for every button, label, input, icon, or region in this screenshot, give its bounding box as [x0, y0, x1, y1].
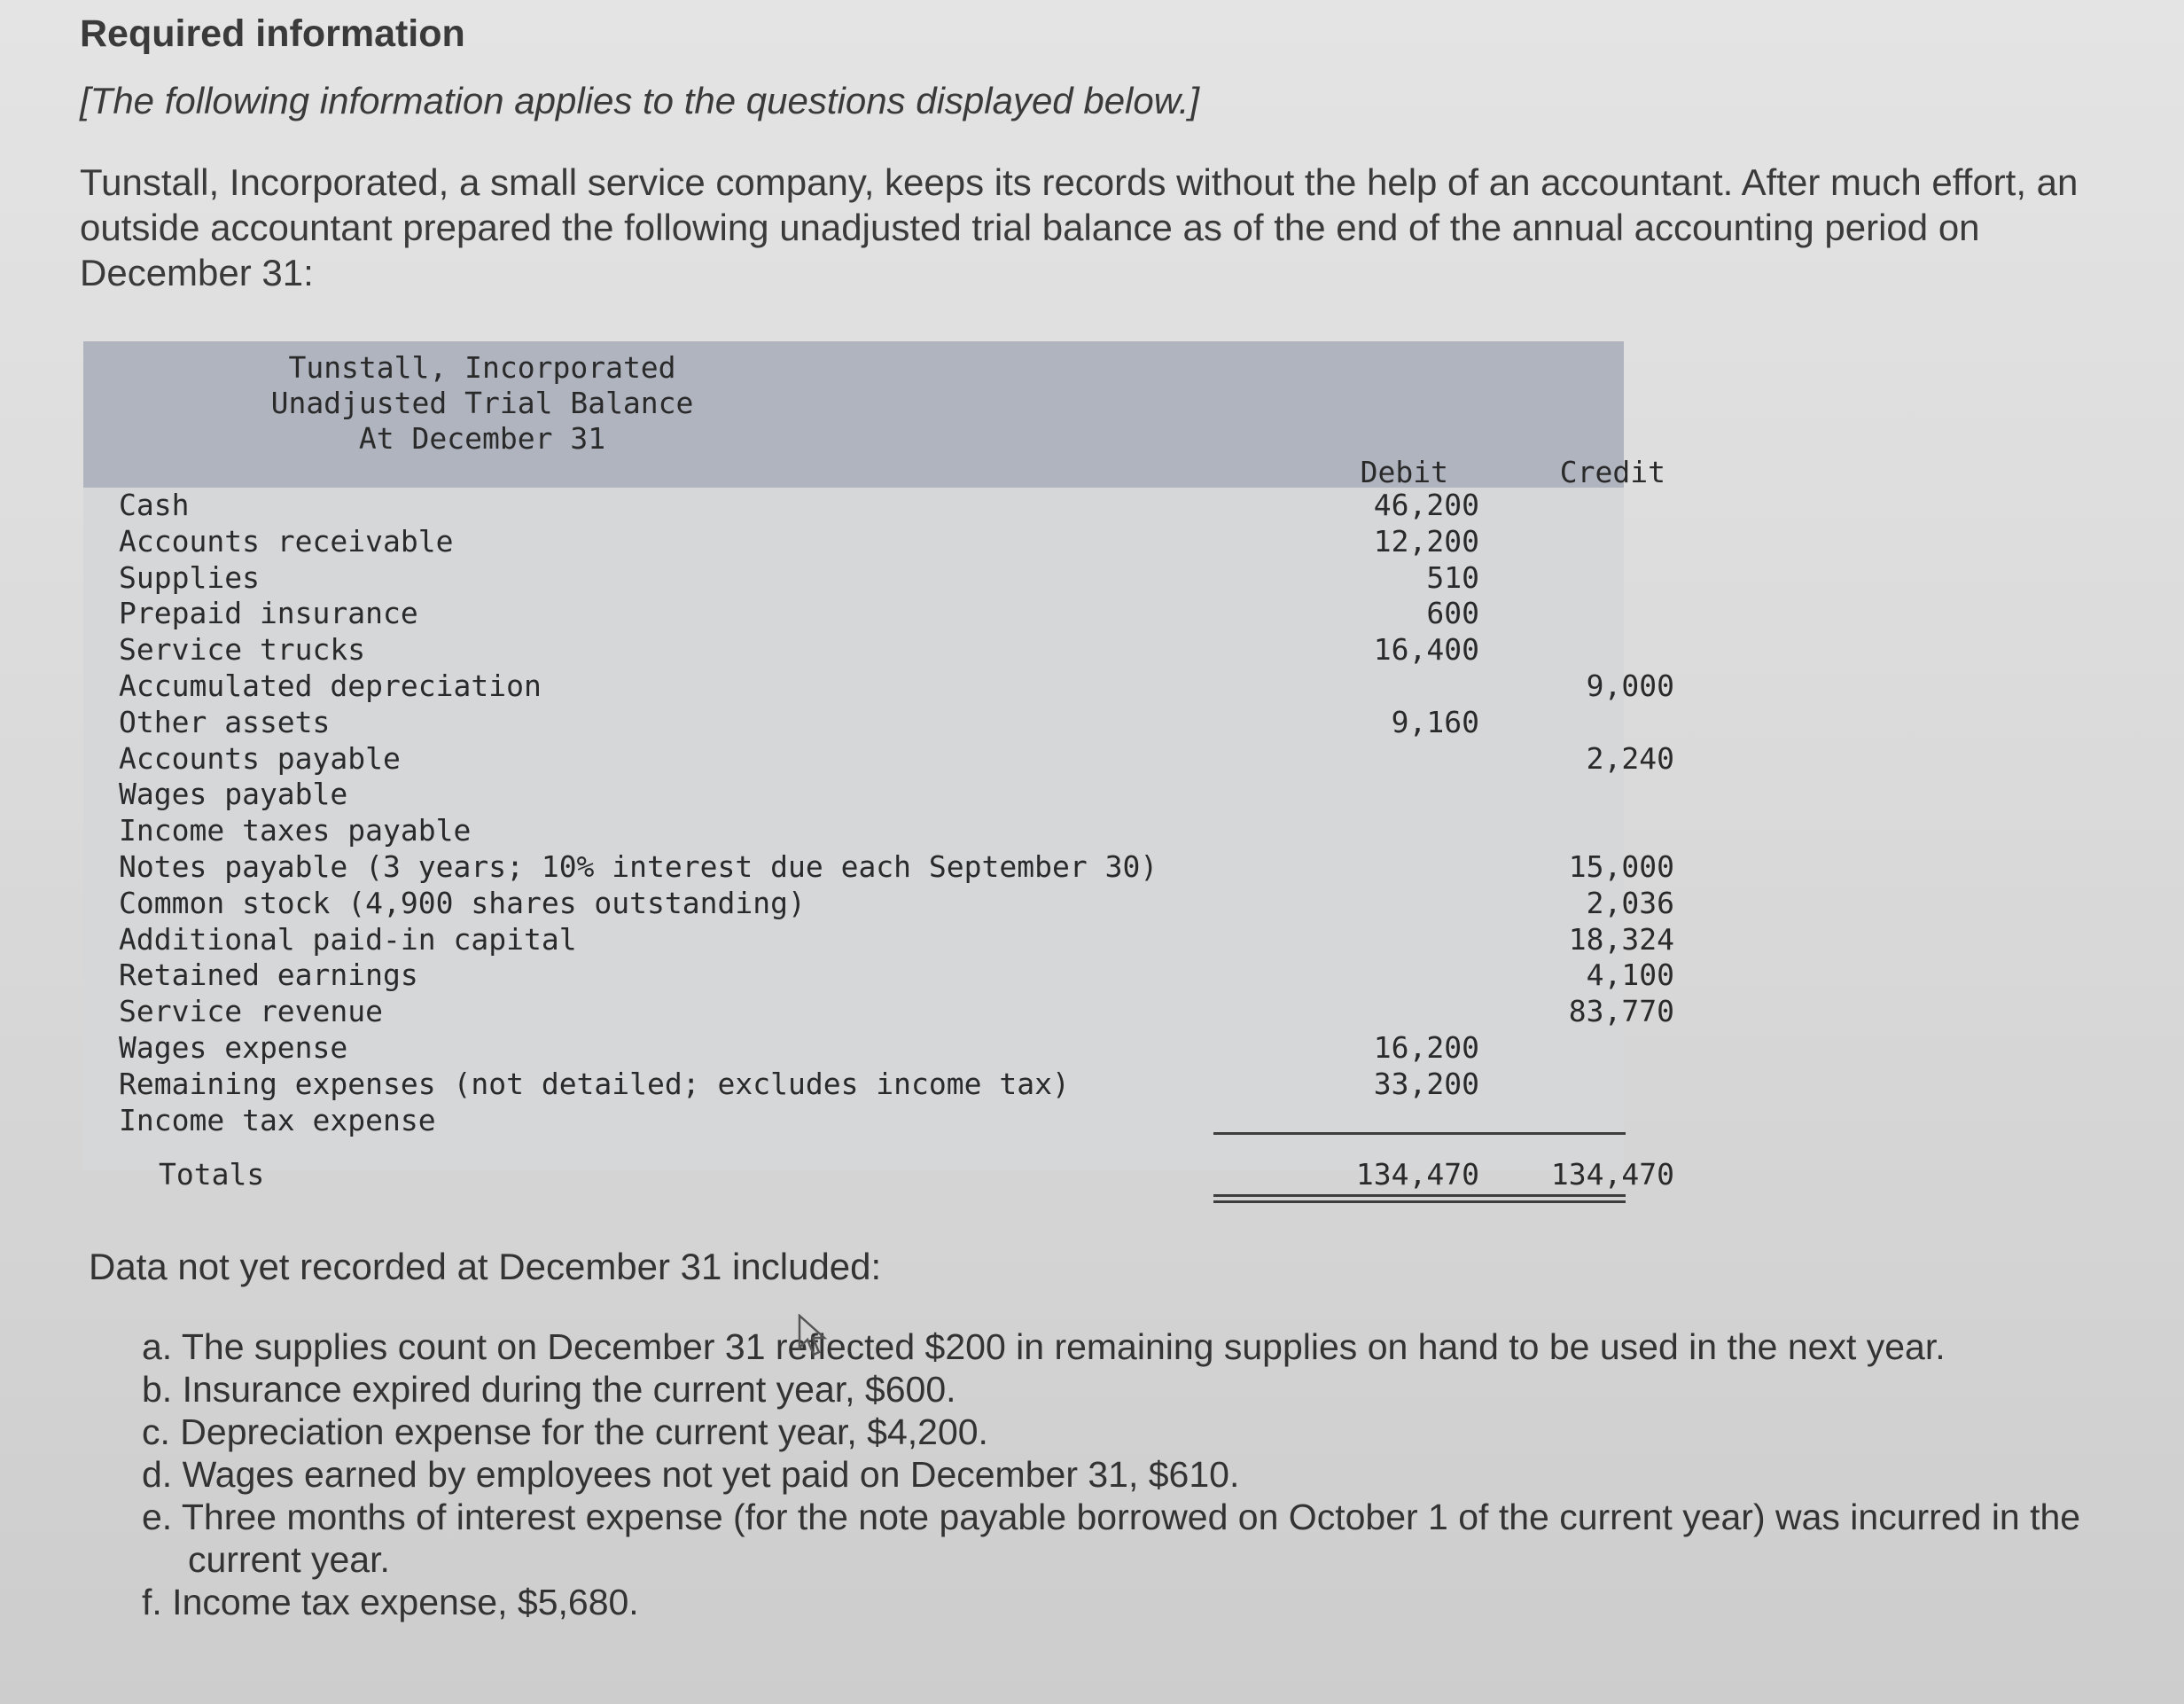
account-name: Common stock (4,900 shares outstanding): [119, 885, 806, 920]
debit-amount: 510: [1426, 559, 1479, 595]
page-heading: Required information: [80, 12, 465, 55]
table-row: [83, 596, 1626, 631]
account-name: Income taxes payable: [119, 813, 472, 848]
totals-double-rule-1: [1213, 1194, 1626, 1197]
credit-amount: 4,100: [1586, 958, 1674, 993]
table-row: [83, 632, 1626, 668]
list-item: d. Wages earned by employees not yet paid on December 31, $610.: [142, 1454, 1240, 1495]
trial-balance-table: [83, 341, 1674, 1201]
table-row: [83, 1030, 1626, 1066]
account-name: Income tax expense: [119, 1102, 436, 1137]
info-note: [The following information applies to the questions displayed below.]: [80, 80, 1200, 121]
account-name: Wages payable: [119, 777, 348, 812]
totals-top-rule: [1213, 1132, 1626, 1135]
debit-amount: 16,400: [1373, 632, 1479, 668]
table-row: [83, 849, 1674, 885]
table-row: [83, 705, 1626, 740]
table-row: [83, 740, 1674, 777]
account-name: Accumulated depreciation: [119, 668, 542, 703]
account-name: Accounts payable: [119, 740, 401, 776]
credit-amount: 2,036: [1586, 885, 1674, 920]
adjustment-items-list: [142, 1325, 2127, 1623]
credit-amount: 9,000: [1586, 668, 1674, 703]
credit-amount: 18,324: [1568, 921, 1674, 957]
table-row: [83, 524, 1626, 559]
table-row: [83, 958, 1674, 993]
table-row: [83, 668, 1674, 704]
statement-name: Unadjusted Trial Balance: [270, 386, 694, 420]
table-row: [83, 1067, 1626, 1102]
list-item: e. Three months of interest expense (for the note payable borrowed on October 1 of the current year) was incurred in the current year.: [142, 1497, 2081, 1580]
account-name: Additional paid-in capital: [119, 921, 577, 957]
account-name: Service revenue: [119, 994, 384, 1029]
credit-amount: 83,770: [1568, 994, 1674, 1029]
debit-header: Debit: [1360, 455, 1448, 489]
account-name: Service trucks: [119, 632, 366, 668]
list-item: a. The supplies count on December 31 reflected $200 in remaining supplies on hand to be used in the next year.: [142, 1326, 1946, 1367]
totals-label: Totals: [159, 1157, 265, 1192]
debit-amount: 12,200: [1373, 523, 1479, 559]
totals-row: [83, 1157, 1674, 1192]
credit-amount: 2,240: [1586, 740, 1674, 776]
account-name: Supplies: [119, 559, 260, 595]
account-name: Wages expense: [119, 1030, 348, 1065]
credit-amount: 15,000: [1568, 849, 1674, 884]
table-row: [83, 885, 1674, 921]
intro-paragraph: Tunstall, Incorporated, a small service company, keeps its records without the help of an accountant. After much effort, an outside accountant prepared the following unadjusted trial balance as of the end of the annual accounting period on December 31:: [80, 161, 2079, 293]
account-name: Remaining expenses (not detailed; excludes income tax): [119, 1066, 1070, 1101]
account-name: Other assets: [119, 704, 331, 739]
statement-date: At December 31: [358, 421, 606, 456]
mouse-cursor-icon: [798, 1314, 833, 1358]
debit-amount: 33,200: [1373, 1066, 1479, 1101]
debit-amount: 9,160: [1391, 704, 1479, 739]
table-row: [83, 994, 1674, 1029]
debit-amount: 600: [1426, 596, 1479, 631]
table-row: [83, 488, 1626, 523]
debit-amount: 16,200: [1373, 1030, 1479, 1065]
company-name: Tunstall, Incorporated: [288, 350, 676, 385]
account-name: Notes payable (3 years; 10% interest due each September 30): [119, 849, 1158, 884]
totals-double-rule-2: [1213, 1200, 1626, 1203]
account-name: Cash: [119, 488, 190, 522]
credit-header: Credit: [1559, 455, 1665, 489]
totals-credit: 134,470: [1550, 1157, 1674, 1192]
table-row: [83, 777, 1626, 812]
account-name: Prepaid insurance: [119, 596, 418, 631]
list-item: f. Income tax expense, $5,680.: [142, 1582, 639, 1622]
account-name: Retained earnings: [119, 958, 418, 993]
totals-debit: 134,470: [1355, 1157, 1479, 1192]
debit-amount: 46,200: [1373, 488, 1479, 522]
table-row: [83, 921, 1674, 958]
list-item: b. Insurance expired during the current year, $600.: [142, 1369, 956, 1410]
data-not-recorded-title: Data not yet recorded at December 31 included:: [89, 1246, 882, 1287]
table-row: [83, 813, 1626, 848]
table-row: [83, 560, 1626, 596]
account-name: Accounts receivable: [119, 523, 454, 559]
list-item: c. Depreciation expense for the current year, $4,200.: [142, 1411, 988, 1452]
